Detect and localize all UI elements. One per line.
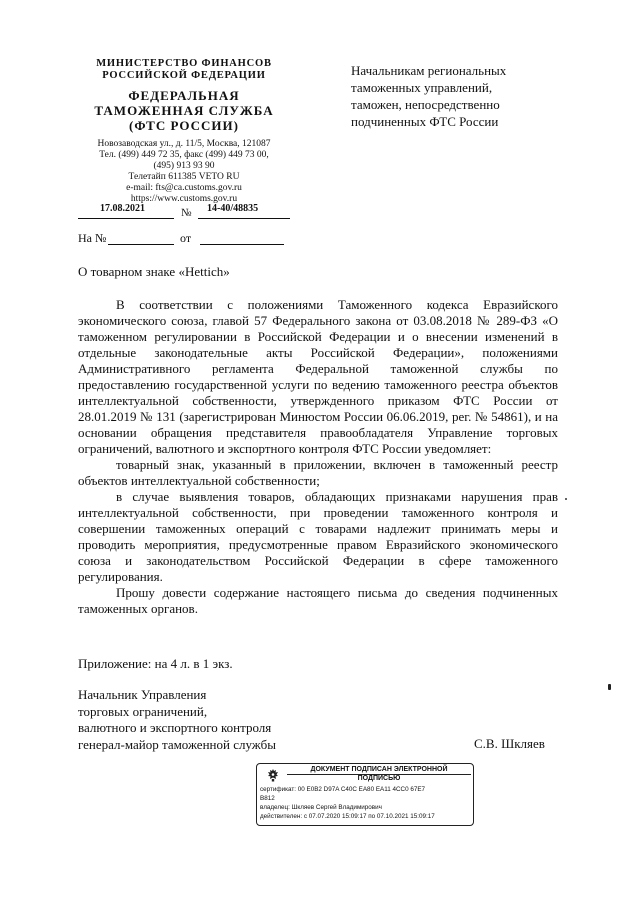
signatory-name: С.В. Шкляев: [474, 736, 545, 751]
scan-mark: [608, 684, 611, 690]
stamp-certificate: сертификат: 00 E0B2 D97A C40C EA80 EA11 4CC0 67E7: [260, 786, 426, 793]
registration-number: 14-40/48835: [207, 203, 259, 214]
agency-website: https://www.customs.gov.ru: [130, 194, 238, 204]
signatory-line3: валютного и экспортного контроля: [78, 720, 272, 735]
signatory-position: [78, 687, 276, 753]
registration-line: [78, 203, 290, 223]
addressee-block: [351, 62, 591, 130]
agency-name-line3: (ФТС РОССИИ): [129, 118, 239, 133]
body-paragraph-3: в случае выявления товаров, обладающих признаками нарушения прав интеллектуальной собственности, при проведении таможенного контроля и совершении таможенных операций с товарами надлежит принимать меры и проводить мероприятия, предусмотренные правом Евразийского экономического союза и законодательством Российской Федерации в сфере таможенного регулирования.: [78, 489, 558, 584]
addressee-line3: таможен, непосредственно: [351, 97, 500, 112]
ministry-name-line1: МИНИСТЕРСТВО ФИНАНСОВ: [96, 58, 272, 69]
agency-name-line1: ФЕДЕРАЛЬНАЯ: [128, 88, 240, 103]
addressee-line2: таможенных управлений,: [351, 80, 493, 95]
agency-contacts: [78, 139, 290, 205]
body-paragraph-2: товарный знак, указанный в приложении, включен в таможенный реестр объектов интеллектуальной собственности;: [78, 457, 558, 488]
agency-phone-2: (495) 913 93 90: [153, 161, 215, 171]
letterhead: [78, 58, 290, 205]
reference-number-label: На №: [78, 231, 107, 245]
agency-name-line2: ТАМОЖЕННАЯ СЛУЖБА: [94, 103, 274, 118]
agency-address: Новозаводская ул., д. 11/5, Москва, 121087: [97, 139, 271, 149]
stamp-details: [260, 785, 472, 821]
reference-date-blank: [200, 244, 284, 245]
stamp-title-line1: ДОКУМЕНТ ПОДПИСАН ЭЛЕКТРОННОЙ: [287, 766, 471, 775]
number-underline: [198, 218, 290, 219]
stamp-title-line2: ПОДПИСЬЮ: [357, 775, 401, 782]
reference-number-blank: [108, 244, 174, 245]
number-sign: №: [181, 207, 192, 219]
reference-from-label: от: [180, 231, 192, 245]
agency-teletype: Телетайп 611385 VETO RU: [128, 172, 240, 182]
signatory-line2: торговых ограничений,: [78, 703, 208, 719]
letter-subject: О товарном знаке «Hettich»: [78, 264, 230, 279]
addressee-line1: Начальникам региональных: [351, 63, 507, 78]
agency-phone: Тел. (499) 449 72 35, факс (499) 449 73 00,: [99, 150, 269, 160]
letter-body: [78, 297, 558, 617]
attachment-note: Приложение: на 4 л. в 1 экз.: [78, 656, 233, 671]
body-paragraph-4: Прошу довести содержание настоящего письма до сведения подчиненных таможенных органов.: [78, 585, 558, 616]
signatory-line4: генерал-майор таможенной службы: [78, 736, 276, 752]
ministry-name-line2: РОССИЙСКОЙ ФЕДЕРАЦИИ: [102, 70, 266, 81]
stamp-validity: действителен: с 07.07.2020 15:09:17 по 07.10.2021 15:09:17: [260, 813, 435, 820]
stamp-certificate-2: B812: [260, 795, 275, 802]
stamp-owner: владелец: Шкляев Сергей Владимирович: [260, 804, 382, 811]
addressee-line4: подчиненных ФТС России: [351, 114, 499, 129]
agency-email: e-mail: fts@ca.customs.gov.ru: [126, 183, 242, 193]
scan-dot: [565, 498, 567, 500]
eagle-emblem-icon: [265, 767, 281, 783]
reference-line: [78, 231, 290, 251]
date-underline: [78, 218, 174, 219]
signatory-line1: Начальник Управления: [78, 687, 207, 702]
stamp-title: [287, 766, 471, 783]
body-paragraph-1: В соответствии с положениями Таможенного кодекса Евразийского экономического союза, главой 57 Федерального закона от 03.08.2018 № 289-ФЗ «О таможенном регулировании в Российской Федерации и о внесении изменений в отдельные законодательные акты Российской Федерации», положениями Административного регламента Федеральной таможенной службы по предоставлению государственной услуги по ведению таможенного реестра объектов интеллектуальной собственности, утвержденного приказом ФТС России от 28.01.2019 № 131 (зарегистрирован Минюстом России 06.06.2019, рег. № 54861), и на основании обращения представителя правообладателя Управление торговых ограничений, валютного и экспортного контроля ФТС России уведомляет:: [78, 297, 558, 456]
electronic-signature-stamp: [256, 763, 474, 826]
registration-date: 17.08.2021: [100, 203, 145, 214]
